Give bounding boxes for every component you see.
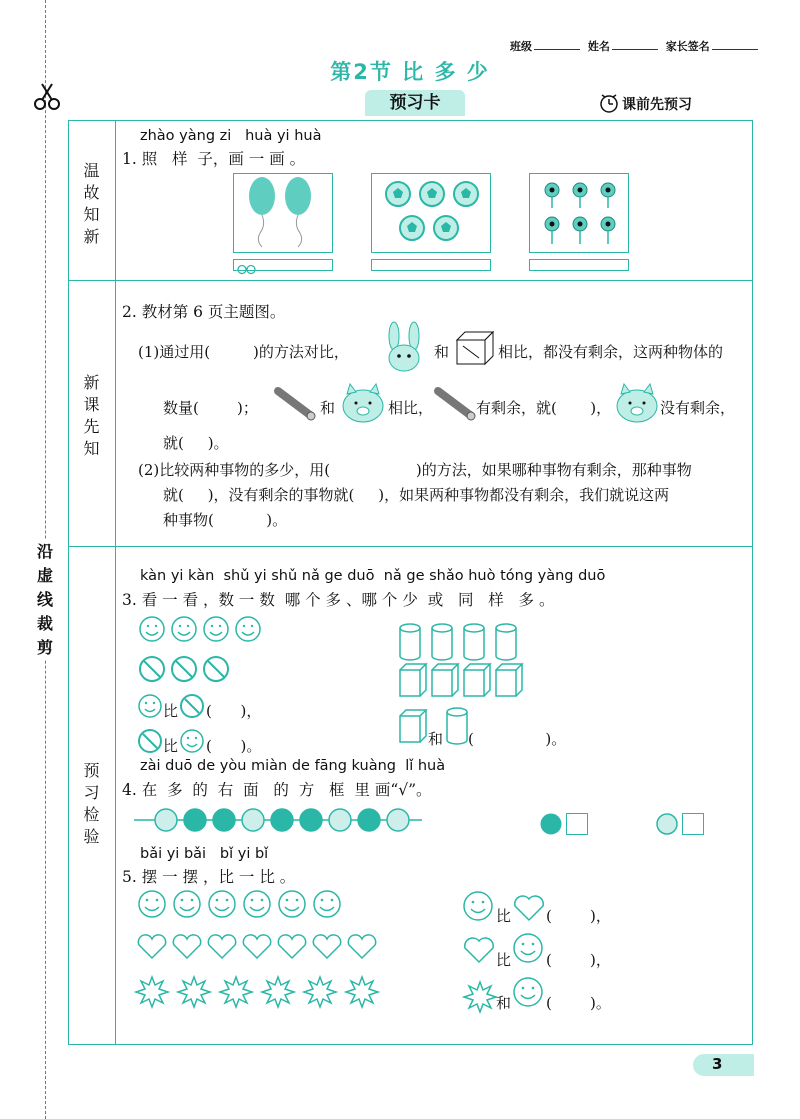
soccer-ball-icons [372,174,492,254]
name-field[interactable] [612,49,658,50]
class-field[interactable] [534,49,580,50]
page-number-badge [696,1052,756,1078]
section-review-label: 温故知新 [83,161,100,246]
q2-p2-c: 种事物( )。 [163,511,288,529]
q5-pinyin: bǎi yi bǎi bǐ yi bǐ [140,846,269,862]
rabbit-icon [380,322,430,374]
q5-c1-word: 比 [496,907,512,925]
q2-p1-d: 数量( )； [163,399,258,417]
section-divider-1 [68,280,753,281]
q5-c2-word: 比 [496,951,512,969]
scissors-icon [32,82,62,112]
q5-c1-blank[interactable]: ( )， [546,907,611,925]
q5-smiley-row [134,888,354,920]
q3-cylinder-row [398,622,520,662]
q4-light-bead-choice [656,812,682,836]
smiley-icon [138,694,164,720]
q5-c3-word: 和 [496,994,512,1012]
q3-c2-word: 比 [163,737,179,755]
q2-p2-a: (2)比较两种事物的多少，用( )的方法，如果哪种事物有剩余，那种事物 [138,461,692,479]
flower-icons [530,174,630,254]
smiley-icon [462,890,494,922]
log-icon [272,385,318,421]
section-divider-vertical [115,120,116,1045]
q3-c1-word: 比 [163,702,179,720]
q5-c2-blank[interactable]: ( )， [546,951,611,969]
q5-sun-row [134,975,384,1011]
q2-p2-b: 就( )，没有剩余的事物就( )，如果两种事物都没有剩余，我们就说这两 [163,486,670,504]
name-label: 姓名 [587,40,610,53]
student-info-fields [510,38,762,54]
q2-p1-b: 和 [434,343,450,361]
q5-c3-blank[interactable]: ( )。 [546,994,611,1012]
q3-c3-word: 和 [428,730,444,748]
q1-pinyin: zhào yàng zi huà yi huà [140,128,322,144]
class-label: 班级 [510,40,532,53]
section-divider-2 [68,546,753,547]
q2-p1-h: 没有剩余， [660,399,736,417]
box-icon [455,330,495,366]
q1-panel-flowers [529,173,629,253]
q4-bead-string [134,808,424,834]
q2-p1-i: 就( )。 [163,434,229,452]
q1-panel-balloons [233,173,333,253]
q2-heading: 2. 教材第 6 页主题图。 [122,303,286,321]
q3-cube-row [398,662,520,698]
section-check-label: 预习检验 [83,761,100,846]
cut-guide-label: 沿虚线裁剪 [32,540,58,660]
pig-icon [340,384,386,424]
q4-pinyin: zài duō de yòu miàn de fāng kuàng lǐ huà [140,758,446,774]
balloon-icons [234,174,334,254]
q3-no-sign-row [138,655,238,685]
smiley-icon [180,729,206,755]
heart-icon [512,892,546,922]
smiley-icon [512,976,544,1008]
q2-p1-e: 和 [320,399,336,417]
q1-text: 1. 照 样 子，画 一 画 。 [122,150,306,168]
q3-c2-blank[interactable]: ( )。 [206,737,262,755]
q1-answer-bar-2[interactable] [371,259,491,271]
log-icon [432,385,478,421]
page-number: 3 [712,1055,723,1073]
pig-icon [614,384,660,424]
parent-sign-field[interactable] [712,49,758,50]
page-title: 第2节 比 多 少 [330,60,490,84]
smiley-icon [512,932,544,964]
q2-p1-c: 相比，都没有剩余，这两种物体的 [498,343,724,361]
cube-icon [398,708,428,744]
q1-sample-circles [234,265,334,275]
q3-pinyin: kàn yi kàn shǔ yi shǔ nǎ ge duō nǎ ge shǎo huò tóng yàng duō [140,568,606,584]
q2-p1-f: 相比， [388,399,434,417]
q1-answer-bar-3[interactable] [529,259,629,271]
no-sign-icon [138,729,164,755]
q1-panel-balls [371,173,491,253]
preview-label: 课前先预习 [622,97,692,113]
q4-checkbox-light[interactable] [682,813,704,835]
parent-sign-label: 家长签名 [665,40,710,53]
q2-p1-g: 有剩余，就( )， [476,399,612,417]
heart-icon [462,934,496,964]
q3-smiley-row [138,615,268,645]
q4-text: 4. 在 多 的 右 面 的 方 框 里 画“√”。 [122,781,432,799]
sun-icon [462,980,498,1016]
q4-checkbox-dark[interactable] [566,813,588,835]
q1-answer-bar-1[interactable] [233,259,333,271]
section-new-lesson-label: 新课先知 [83,373,100,458]
alarm-clock-icon [598,92,620,114]
q5-heart-row [134,932,384,962]
card-tab: 预习卡 [365,90,465,116]
q3-c1-blank[interactable]: ( )， [206,702,262,720]
q5-text: 5. 摆 一 摆 ，比 一 比 。 [122,868,296,886]
q3-c3-blank[interactable]: ( )。 [468,730,567,748]
q2-p1-a: (1)通过用( )的方法对比， [138,343,349,361]
no-sign-icon [180,694,206,720]
q3-text: 3. 看 一 看 ，数 一 数 哪 个 多 、哪 个 少 或 同 样 多 。 [122,591,555,609]
